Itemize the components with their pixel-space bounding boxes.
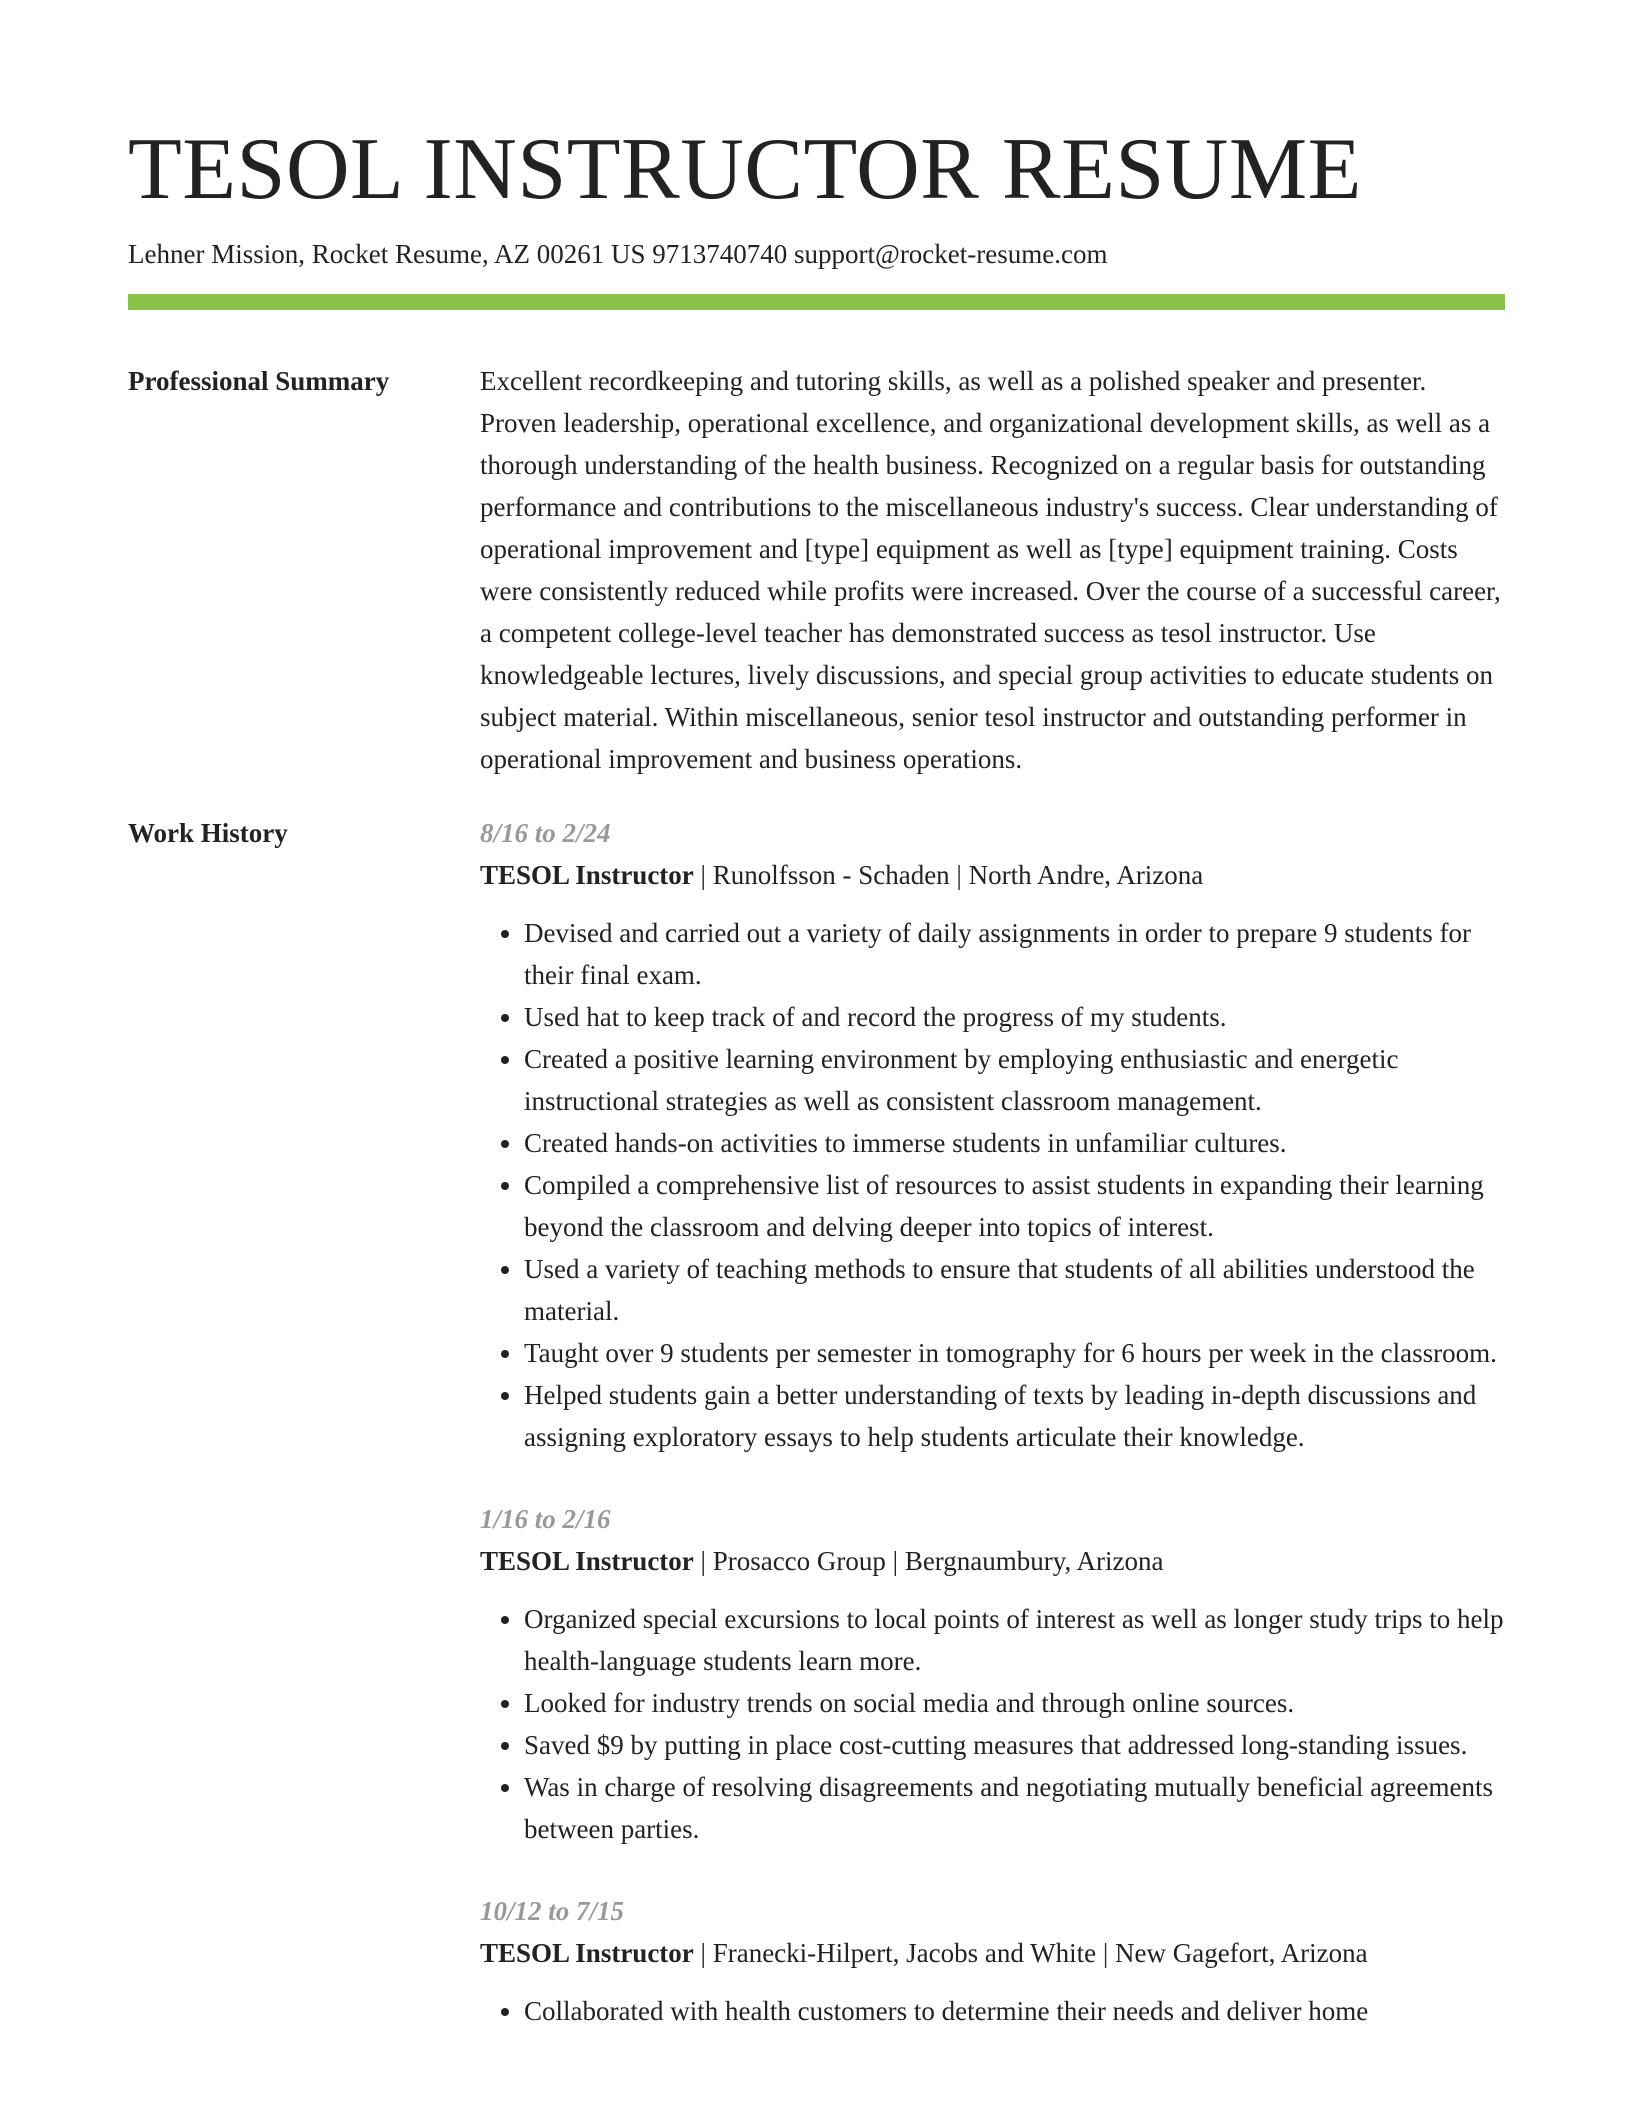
summary-text: Excellent recordkeeping and tutoring skills, as well as a polished speaker and presenter. Proven leadership, operational excellence, and organizational development skills, as well as a thorough understanding of the health business. Recognized on a regular basis for outstanding performance and contributions to the miscellaneous industry's success. Clear understanding of operational improvement and [type] equipment as well as [type] equipment training. Costs were consistently reduced while profits were increased. Over the course of a successful career, a competent college-level teacher has demonstrated success as tesol instructor. Use knowledgeable lectures, lively discussions, and special group activities to educate students on subject material. Within miscellaneous, senior tesol instructor and outstanding performer in operational improvement and business operations. [480, 366, 1501, 774]
job-duty: • Used a variety of teaching methods to ensure that students of all abilities understood the material. [524, 1248, 1505, 1332]
job-duty: • Taught over 9 students per semester in tomography for 6 hours per week in the classroom. [524, 1332, 1505, 1374]
job-entry [480, 1498, 1505, 1850]
job-title: TESOL Instructor [480, 1546, 694, 1576]
job-duty: • Helped students gain a better understanding of texts by leading in-depth discussions and assigning exploratory essays to help students articulate their knowledge. [524, 1374, 1505, 1458]
job-employer-location: | Prosacco Group | Bergnaumbury, Arizona [693, 1546, 1164, 1576]
job-duties-list [480, 912, 1505, 1458]
job-entry [480, 812, 1505, 1458]
resume-title: TESOL INSTRUCTOR RESUME [128, 121, 1362, 218]
job-title: TESOL Instructor [480, 860, 694, 890]
accent-divider [128, 294, 1505, 310]
job-duty: • Saved $9 by putting in place cost-cutting measures that addressed long-standing issues. [524, 1724, 1505, 1766]
job-dates: 1/16 to 2/16 [480, 1504, 611, 1534]
job-duty: • Devised and carried out a variety of daily assignments in order to prepare 9 students for their final exam. [524, 912, 1505, 996]
job-header [480, 1540, 1505, 1582]
job-header [480, 854, 1505, 896]
job-duties-list [480, 1598, 1505, 1850]
section-heading-summary: Professional Summary [128, 366, 390, 396]
resume-page [128, 0, 1505, 2072]
job-duty: • Created a positive learning environment by employing enthusiastic and energetic instructional strategies as well as consistent classroom management. [524, 1038, 1505, 1122]
job-dates: 8/16 to 2/24 [480, 818, 611, 848]
job-duty: • Compiled a comprehensive list of resources to assist students in expanding their learning beyond the classroom and delving deeper into topics of interest. [524, 1164, 1505, 1248]
job-duty: • Organized special excursions to local points of interest as well as longer study trips to help health-language students learn more. [524, 1598, 1505, 1682]
job-duty: • Created hands-on activities to immerse students in unfamiliar cultures. [524, 1122, 1505, 1164]
job-entry [480, 1890, 1505, 2032]
professional-summary-section [128, 360, 1505, 780]
job-dates: 10/12 to 7/15 [480, 1896, 625, 1926]
job-duties-list [480, 1990, 1505, 2032]
job-duty: • Collaborated with health customers to determine their needs and deliver home [524, 1990, 1505, 2032]
job-employer-location: | Franecki-Hilpert, Jacobs and White | New Gagefort, Arizona [693, 1938, 1368, 1968]
work-history-section [128, 812, 1505, 2072]
job-header [480, 1932, 1505, 1974]
section-heading-work-history: Work History [128, 818, 288, 848]
job-title: TESOL Instructor [480, 1938, 694, 1968]
contact-line: Lehner Mission, Rocket Resume, AZ 00261 US 9713740740 support@rocket-resume.com [128, 239, 1108, 269]
job-duty: • Looked for industry trends on social media and through online sources. [524, 1682, 1505, 1724]
job-duty: • Used hat to keep track of and record the progress of my students. [524, 996, 1505, 1038]
job-employer-location: | Runolfsson - Schaden | North Andre, Arizona [693, 860, 1204, 890]
job-duty: • Was in charge of resolving disagreements and negotiating mutually beneficial agreements between parties. [524, 1766, 1505, 1850]
